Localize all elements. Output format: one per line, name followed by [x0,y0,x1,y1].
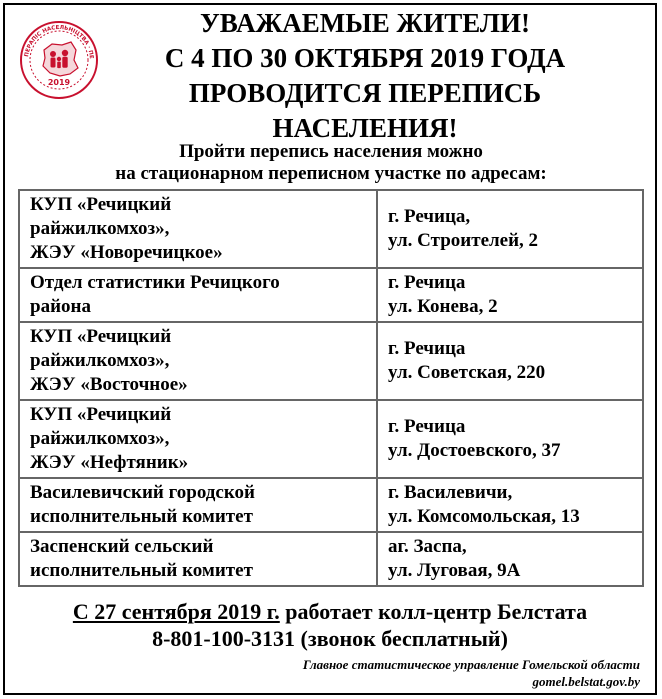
site-org-line: ЖЭУ «Нефтяник» [30,452,189,473]
call-center-text: работает колл-центр Белстата [279,599,588,624]
site-addr-line: г. Речица, [388,206,471,227]
logo-ring-text: ПЕРАПІС НАСЕЛЬНІЦТВА · ПЕ [24,24,95,60]
table-row [19,322,643,400]
site-address [377,322,643,400]
site-addr-line: аг. Заспа, [388,536,467,557]
site-org-line: Отдел статистики Речицкого [30,272,280,293]
site-org-line: КУП «Речицкий [30,194,172,215]
census-logo-graphic [18,14,100,104]
call-center-phone: 8-801-100-3131 (звонок бесплатный) [152,626,508,651]
table-row [19,532,643,586]
site-org-line: ЖЭУ «Новоречицкое» [30,242,223,263]
table-row [19,190,643,268]
headline-line-2: С 4 ПО 30 ОКТЯБРЯ 2019 ГОДА [164,43,566,73]
site-organization [19,190,377,268]
footer [303,656,640,690]
site-org-line: исполнительный комитет [30,560,253,581]
site-address [377,190,643,268]
table-row [19,478,643,532]
site-organization [19,400,377,478]
site-addr-line: г. Речица [388,272,466,293]
logo-year: 2019 [47,78,71,87]
site-addr-line: ул. Комсомольская, 13 [388,506,580,527]
footer-site: gomel.belstat.gov.by [532,674,640,689]
site-address [377,268,643,322]
site-org-line: КУП «Речицкий [30,326,172,347]
site-org-line: ЖЭУ «Восточное» [30,374,188,395]
site-addr-line: ул. Советская, 220 [388,362,546,383]
table-row [19,268,643,322]
site-organization [19,532,377,586]
site-org-line: района [30,296,91,317]
site-addr-line: г. Речица [388,338,466,359]
intro-line-2: на стационарном переписном участке по адресам: [115,163,547,184]
site-org-line: райжилкомхоз», [30,350,170,371]
headline-line-3: ПРОВОДИТСЯ ПЕРЕПИСЬ [188,78,542,108]
intro-text [20,141,642,185]
site-organization [19,322,377,400]
site-address [377,532,643,586]
census-logo-icon [18,14,100,104]
site-addr-line: г. Речица [388,416,466,437]
site-addr-line: ул. Строителей, 2 [388,230,539,251]
headline-line-1: УВАЖАЕМЫЕ ЖИТЕЛИ! [199,8,531,38]
site-organization [19,268,377,322]
site-organization [19,478,377,532]
site-addr-line: ул. Луговая, 9А [388,560,521,581]
site-address [377,400,643,478]
site-org-line: исполнительный комитет [30,506,253,527]
site-addr-line: ул. Конева, 2 [388,296,498,317]
site-org-line: КУП «Речицкий [30,404,172,425]
headline [150,6,580,146]
site-org-line: Василевичский городской [30,482,255,503]
site-address [377,478,643,532]
call-center-line-1 [10,598,650,625]
footer-org: Главное статистическое управление Гомельской области [302,657,640,672]
call-center-info [10,598,650,652]
call-center-date: С 27 сентября 2019 г. [72,599,280,624]
intro-line-1: Пройти перепись населения можно [179,141,483,162]
census-sites-table [18,189,644,587]
site-org-line: райжилкомхоз», [30,218,170,239]
site-org-line: Заспенский сельский [30,536,214,557]
site-addr-line: г. Василевичи, [388,482,513,503]
site-org-line: райжилкомхоз», [30,428,170,449]
site-addr-line: ул. Достоевского, 37 [388,440,561,461]
headline-line-4: НАСЕЛЕНИЯ! [272,113,458,143]
table-row [19,400,643,478]
